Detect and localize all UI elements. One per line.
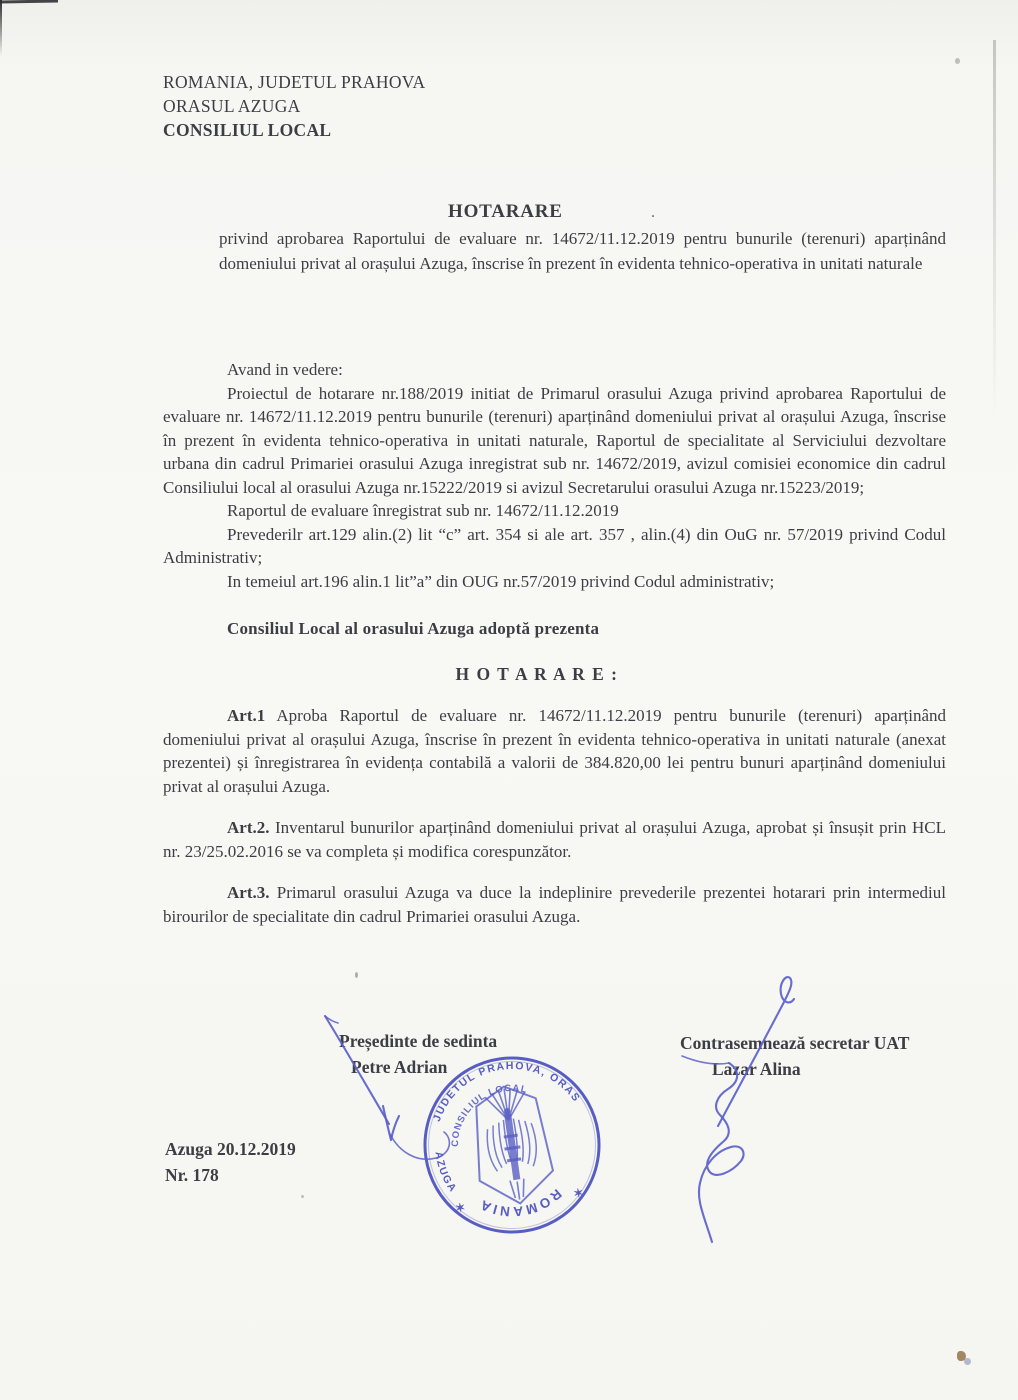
president-role: Președinte de sedinta: [339, 1031, 498, 1051]
scan-edge-artifact-top: [0, 0, 58, 4]
decision-subtitle: privind aprobarea Raportului de evaluare nr. 14672/11.12.2019 pentru bunurile (terenuri) aparținând domeniului privat al orașului Azuga, înscrise în prezent în evidenta tehnico-operativa in unitati naturale: [219, 229, 946, 273]
preamble-intro: Avand in vedere:: [227, 360, 343, 379]
stamp-left-text: AZUGA: [432, 1150, 460, 1196]
decision-title: HOTARARE: [448, 201, 563, 222]
preamble-paragraph-4: In temeiul art.196 alin.1 lit”a” din OUG nr.57/2019 privind Codul administrativ;: [227, 571, 775, 591]
article-1-label: Art.1: [227, 706, 266, 725]
stamp-star-right-icon: ✶: [572, 1185, 585, 1201]
preamble-paragraph-3: Prevederilr art.129 alin.(2) lit “c” art. 354 si ale art. 357 , alin.(4) din OuG nr. 57/2019 privind Codul Administrativ;: [163, 524, 946, 567]
stamp-inner-text: CONSILIUL LOCAL: [449, 1082, 529, 1147]
signature-block-secretary: [680, 1030, 909, 1082]
scan-edge-artifact-left: [0, 0, 2, 56]
letterhead-institution-line: CONSILIUL LOCAL: [163, 120, 332, 140]
issue-number: Nr. 178: [165, 1165, 219, 1185]
letterhead-city-line: ORASUL AZUGA: [163, 96, 301, 116]
issue-footer: [165, 1136, 296, 1188]
title-stray-dot: .: [651, 204, 655, 221]
article-2-text: Inventarul bunurilor aparținând domeniului privat al orașului Azuga, aprobat și însușit prin HCL nr. 23/25.02.2016 se va completa și modifica corespunzător.: [163, 818, 947, 861]
scan-speck: [355, 972, 358, 978]
president-name: Petre Adrian: [351, 1057, 448, 1077]
stamp-star-left-icon: ✶: [454, 1200, 467, 1216]
scan-edge-artifact-right: [993, 40, 996, 420]
article-2: [163, 816, 946, 863]
article-1: [163, 704, 946, 798]
secretary-name: Lazar Alina: [712, 1059, 801, 1079]
article-3: [163, 881, 946, 928]
scan-speck: [301, 1195, 304, 1198]
article-2-label: Art.2.: [227, 818, 270, 837]
preamble-paragraph-1: Proiectul de hotarare nr.188/2019 initiat de Primarul orasului Azuga privind aprobarea Raportului de evaluare nr. 14672/11.12.2019 pentru bunurile (terenuri) aparținând domeniului privat al orașului Azuga, înscrise în prezent în evidenta tehnico-operativa in unitati naturale, Raportul de specialitate al Serviciului dezvoltare urbana din cadrul Primariei orasului Azuga inregistrat sub nr. 14672/2019, avizul comisiei economice din cadrul Consiliului local al orasului Azuga nr.15222/2019 si avizul Secretarului orasului Azuga nr.15223/2019;: [163, 383, 946, 497]
scan-speck: [955, 58, 960, 64]
council-round-stamp: [419, 1052, 605, 1238]
adoption-clause: Consiliul Local al orasului Azuga adoptă prezenta: [227, 619, 600, 638]
article-3-text: Primarul orasului Azuga va duce la indeplinire prevederile prezentei hotarari prin intermediul birourilor de specialitate din cadrul Primariei orasului Azuga.: [163, 883, 947, 926]
stamp-outer-text: JUDETUL PRAHOVA, ORAS: [430, 1059, 583, 1124]
decision-body: [163, 358, 946, 928]
decision-heading: H O T A R A R E :: [455, 663, 619, 684]
scan-smudge: [957, 1349, 973, 1367]
stamp-bottom-text: ROMANIA: [475, 1186, 565, 1220]
article-3-label: Art.3.: [227, 883, 270, 902]
letterhead: [163, 70, 425, 142]
secretary-role: Contrasemnează secretar UAT: [680, 1033, 910, 1053]
letterhead-country-line: ROMANIA, JUDETUL PRAHOVA: [163, 72, 426, 92]
secretary-signature-stroke: [682, 977, 794, 1242]
preamble-paragraph-2: Raportul de evaluare înregistrat sub nr. 14672/11.12.2019: [227, 501, 619, 520]
issue-place-date: Azuga 20.12.2019: [165, 1139, 296, 1159]
article-1-text: Aproba Raportul de evaluare nr. 14672/11.12.2019 pentru bunurile (terenuri) aparținând domeniului privat al orașului Azuga, înscrise în prezent în evidenta tehnico-operativa in unitati naturale (anexat prezentei) și înregistrarea în evidența contabilă a valorii de 384.820,00 lei pentru bunuri aparținând domeniului privat al orașului Azuga.: [163, 706, 946, 796]
